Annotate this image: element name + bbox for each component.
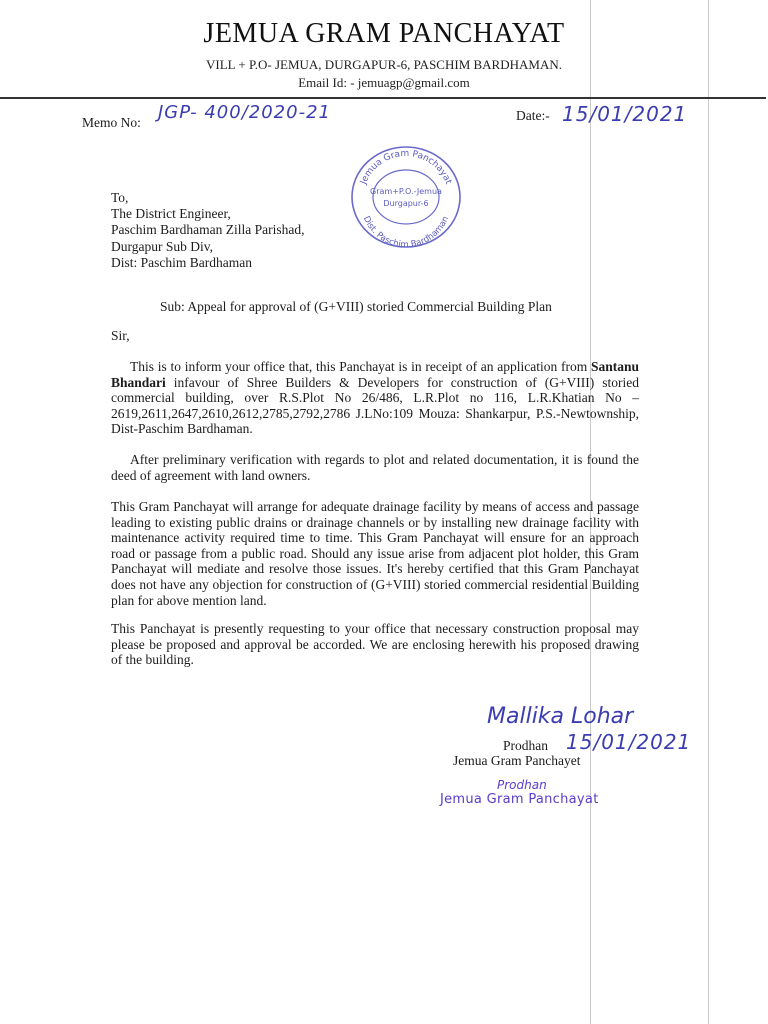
scan-fold-line-right <box>708 0 709 1024</box>
body-paragraph-1 <box>111 359 639 437</box>
recipient-line: Paschim Bardhaman Zilla Parishad, <box>111 222 305 238</box>
subject-line: Sub: Appeal for approval of (G+VIII) storied Commercial Building Plan <box>160 299 552 314</box>
paragraph-1-intro: This is to inform your office that, this Panchayat is in receipt of an application from <box>130 359 588 374</box>
signature-date-handwritten: 15/01/2021 <box>566 730 692 754</box>
salutation: Sir, <box>111 328 130 343</box>
letterhead-address: VILL + P.O- JEMUA, DURGAPUR-6, PASCHIM BARDHAMAN. <box>206 57 562 72</box>
svg-text:Dist. Paschim Bardhaman <box>361 215 451 250</box>
seal-center-line-2: Durgapur-6 <box>383 199 429 208</box>
date-handwritten: 15/01/2021 <box>562 102 688 126</box>
signatory-designation: Prodhan <box>503 738 548 753</box>
paragraph-1-details: infavour of Shree Builders & Developers for construction of (G+VIII) storied commercial building, over R.S.Plot No 26/486, L.R.Plot no 116, L.R.Khatian No – 2619,2611,2647,2610,2612,2785,2792,2786 J.LNo:109 Mouza: Shankarpur, P.S.-Newtownship, Dist-Paschim Bardhaman. <box>111 374 640 437</box>
prodhan-stamp-office: Jemua Gram Panchayat <box>440 792 599 807</box>
seal-ring-bottom-text: Dist. Paschim Bardhaman <box>360 214 452 250</box>
body-paragraph-2: After preliminary verification with regards to plot and related documentation, it is found the deed of agreement with land owners. <box>111 452 639 483</box>
handwritten-signature: Mallika Lohar <box>487 704 634 729</box>
recipient-line: Dist: Paschim Bardhaman <box>111 254 252 270</box>
recipient-address-block <box>111 190 304 271</box>
seal-ring-top-text: Jemua Gram Panchayat <box>358 148 454 186</box>
seal-center-line-1: Gram+P.O.-Jemua <box>370 187 442 196</box>
applicant-name: Santanu Bhandari <box>111 359 639 390</box>
recipient-line: The District Engineer, <box>111 206 231 222</box>
body-paragraph-3: This Gram Panchayat will arrange for adequate drainage facility by means of access and passage leading to existing public drains or drainage channels or by installing new drainage facility with maintenance activity required time to time. This Gram Panchayat will ensure for an approach road or passage from a public road. Should any issue arise from adjacent plot holder, this Gram Panchayat will mediate and resolve those issues. It's hereby certified that this Gram Panchayat does not have any objection for construction of (G+VIII) storied commercial residential Building plan for above mention land. <box>111 499 639 608</box>
signatory-office: Jemua Gram Panchayet <box>453 753 581 768</box>
memo-label: Memo No: <box>82 115 141 130</box>
svg-text:Jemua Gram Panchayat <box>359 149 454 187</box>
letterhead-title: JEMUA GRAM PANCHAYAT <box>203 18 565 49</box>
letterhead-divider <box>0 97 766 99</box>
prodhan-stamp-title: Prodhan <box>497 778 547 792</box>
date-label: Date:- <box>516 108 550 123</box>
body-paragraph-4: This Panchayat is presently requesting to your office that necessary construction proposal may please be proposed and approval be accorded. We are enclosing herewith his proposed drawing of the building. <box>111 621 639 668</box>
memo-number-handwritten: JGP- 400/2020-21 <box>158 102 331 123</box>
panchayat-seal-stamp <box>349 144 463 250</box>
recipient-line: Durgapur Sub Div, <box>111 238 213 254</box>
recipient-line: To, <box>111 190 129 205</box>
letterhead-email: Email Id: - jemuagp@gmail.com <box>298 75 470 90</box>
